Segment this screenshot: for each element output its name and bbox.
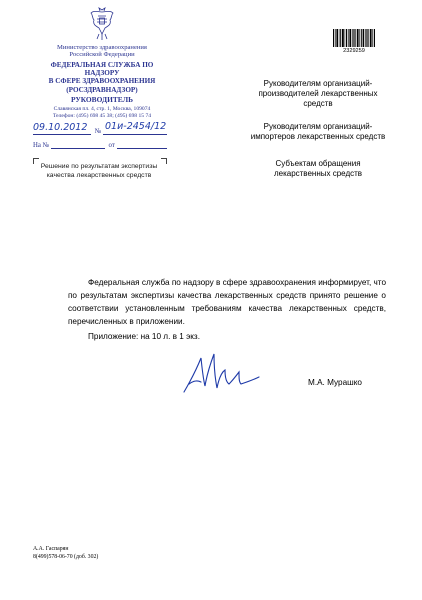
attachment-note: Приложение: на 10 л. в 1 экз.	[88, 332, 200, 341]
address-block	[34, 106, 170, 121]
signatory-name: М.А. Мурашко	[308, 378, 362, 387]
recipient-line: Руководителям организаций-	[263, 122, 373, 131]
service-header	[34, 61, 170, 94]
executor-phone: 8(499)578-06-70 (доб. 302)	[33, 554, 99, 560]
subject-block	[35, 163, 163, 180]
service-line: В СФЕРЕ ЗДРАВООХРАНЕНИЯ	[48, 77, 156, 86]
number-prefix: №	[94, 128, 102, 135]
reference-prefix: На №	[33, 142, 50, 149]
executor-name: А.А. Гаспарян	[33, 546, 69, 552]
service-line: (РОСЗДРАВНАДЗОР)	[66, 85, 138, 94]
recipient-importers	[248, 122, 388, 142]
executor-block	[33, 545, 98, 561]
handwritten-number: 01и-2454/12	[105, 121, 167, 132]
recipient-line: Субъектам обращения	[275, 159, 361, 168]
reference-line	[33, 140, 167, 149]
subject-line: качества лекарственных средств	[46, 171, 152, 179]
body-paragraph: Федеральная служба по надзору в сфере здравоохранения информирует, что по результатам экспертизы качества лекарственных средств принято решение о соответствии установленным требованиям качества лекарственных средств, перечисленных в приложении.	[68, 278, 386, 326]
handwritten-date: 09.10.2012	[33, 122, 88, 133]
subject-line: Решение по результатам экспертизы	[40, 163, 158, 170]
service-line: ФЕДЕРАЛЬНАЯ СЛУЖБА ПО НАДЗОРУ	[50, 61, 154, 78]
recipient-manufacturers	[248, 79, 388, 110]
recipient-subjects	[248, 159, 388, 179]
head-title: РУКОВОДИТЕЛЬ	[71, 95, 133, 104]
reference-from: от	[108, 142, 115, 149]
address-line: Славянская пл. 4, стр. 1, Москва, 109074	[53, 106, 151, 112]
recipient-line: Руководителям организаций-	[263, 79, 373, 88]
ministry-header	[34, 44, 170, 59]
letter-body	[68, 276, 386, 328]
russian-coat-of-arms-icon	[88, 6, 116, 42]
barcode	[333, 29, 375, 47]
phone-line: Телефон: (495) 698 45 38; (495) 698 15 74	[52, 113, 152, 120]
recipient-line: лекарственных средств	[273, 169, 363, 179]
ministry-line: Российской Федерации	[69, 51, 135, 59]
ministry-line: Министерство здравоохранения	[57, 44, 147, 51]
handwritten-signature	[181, 350, 261, 402]
recipient-line: средств	[303, 99, 333, 109]
recipient-line: производителей лекарственных	[258, 89, 378, 99]
barcode-number: 2329259	[343, 48, 365, 54]
recipient-line: импортеров лекарственных средств	[250, 132, 386, 142]
